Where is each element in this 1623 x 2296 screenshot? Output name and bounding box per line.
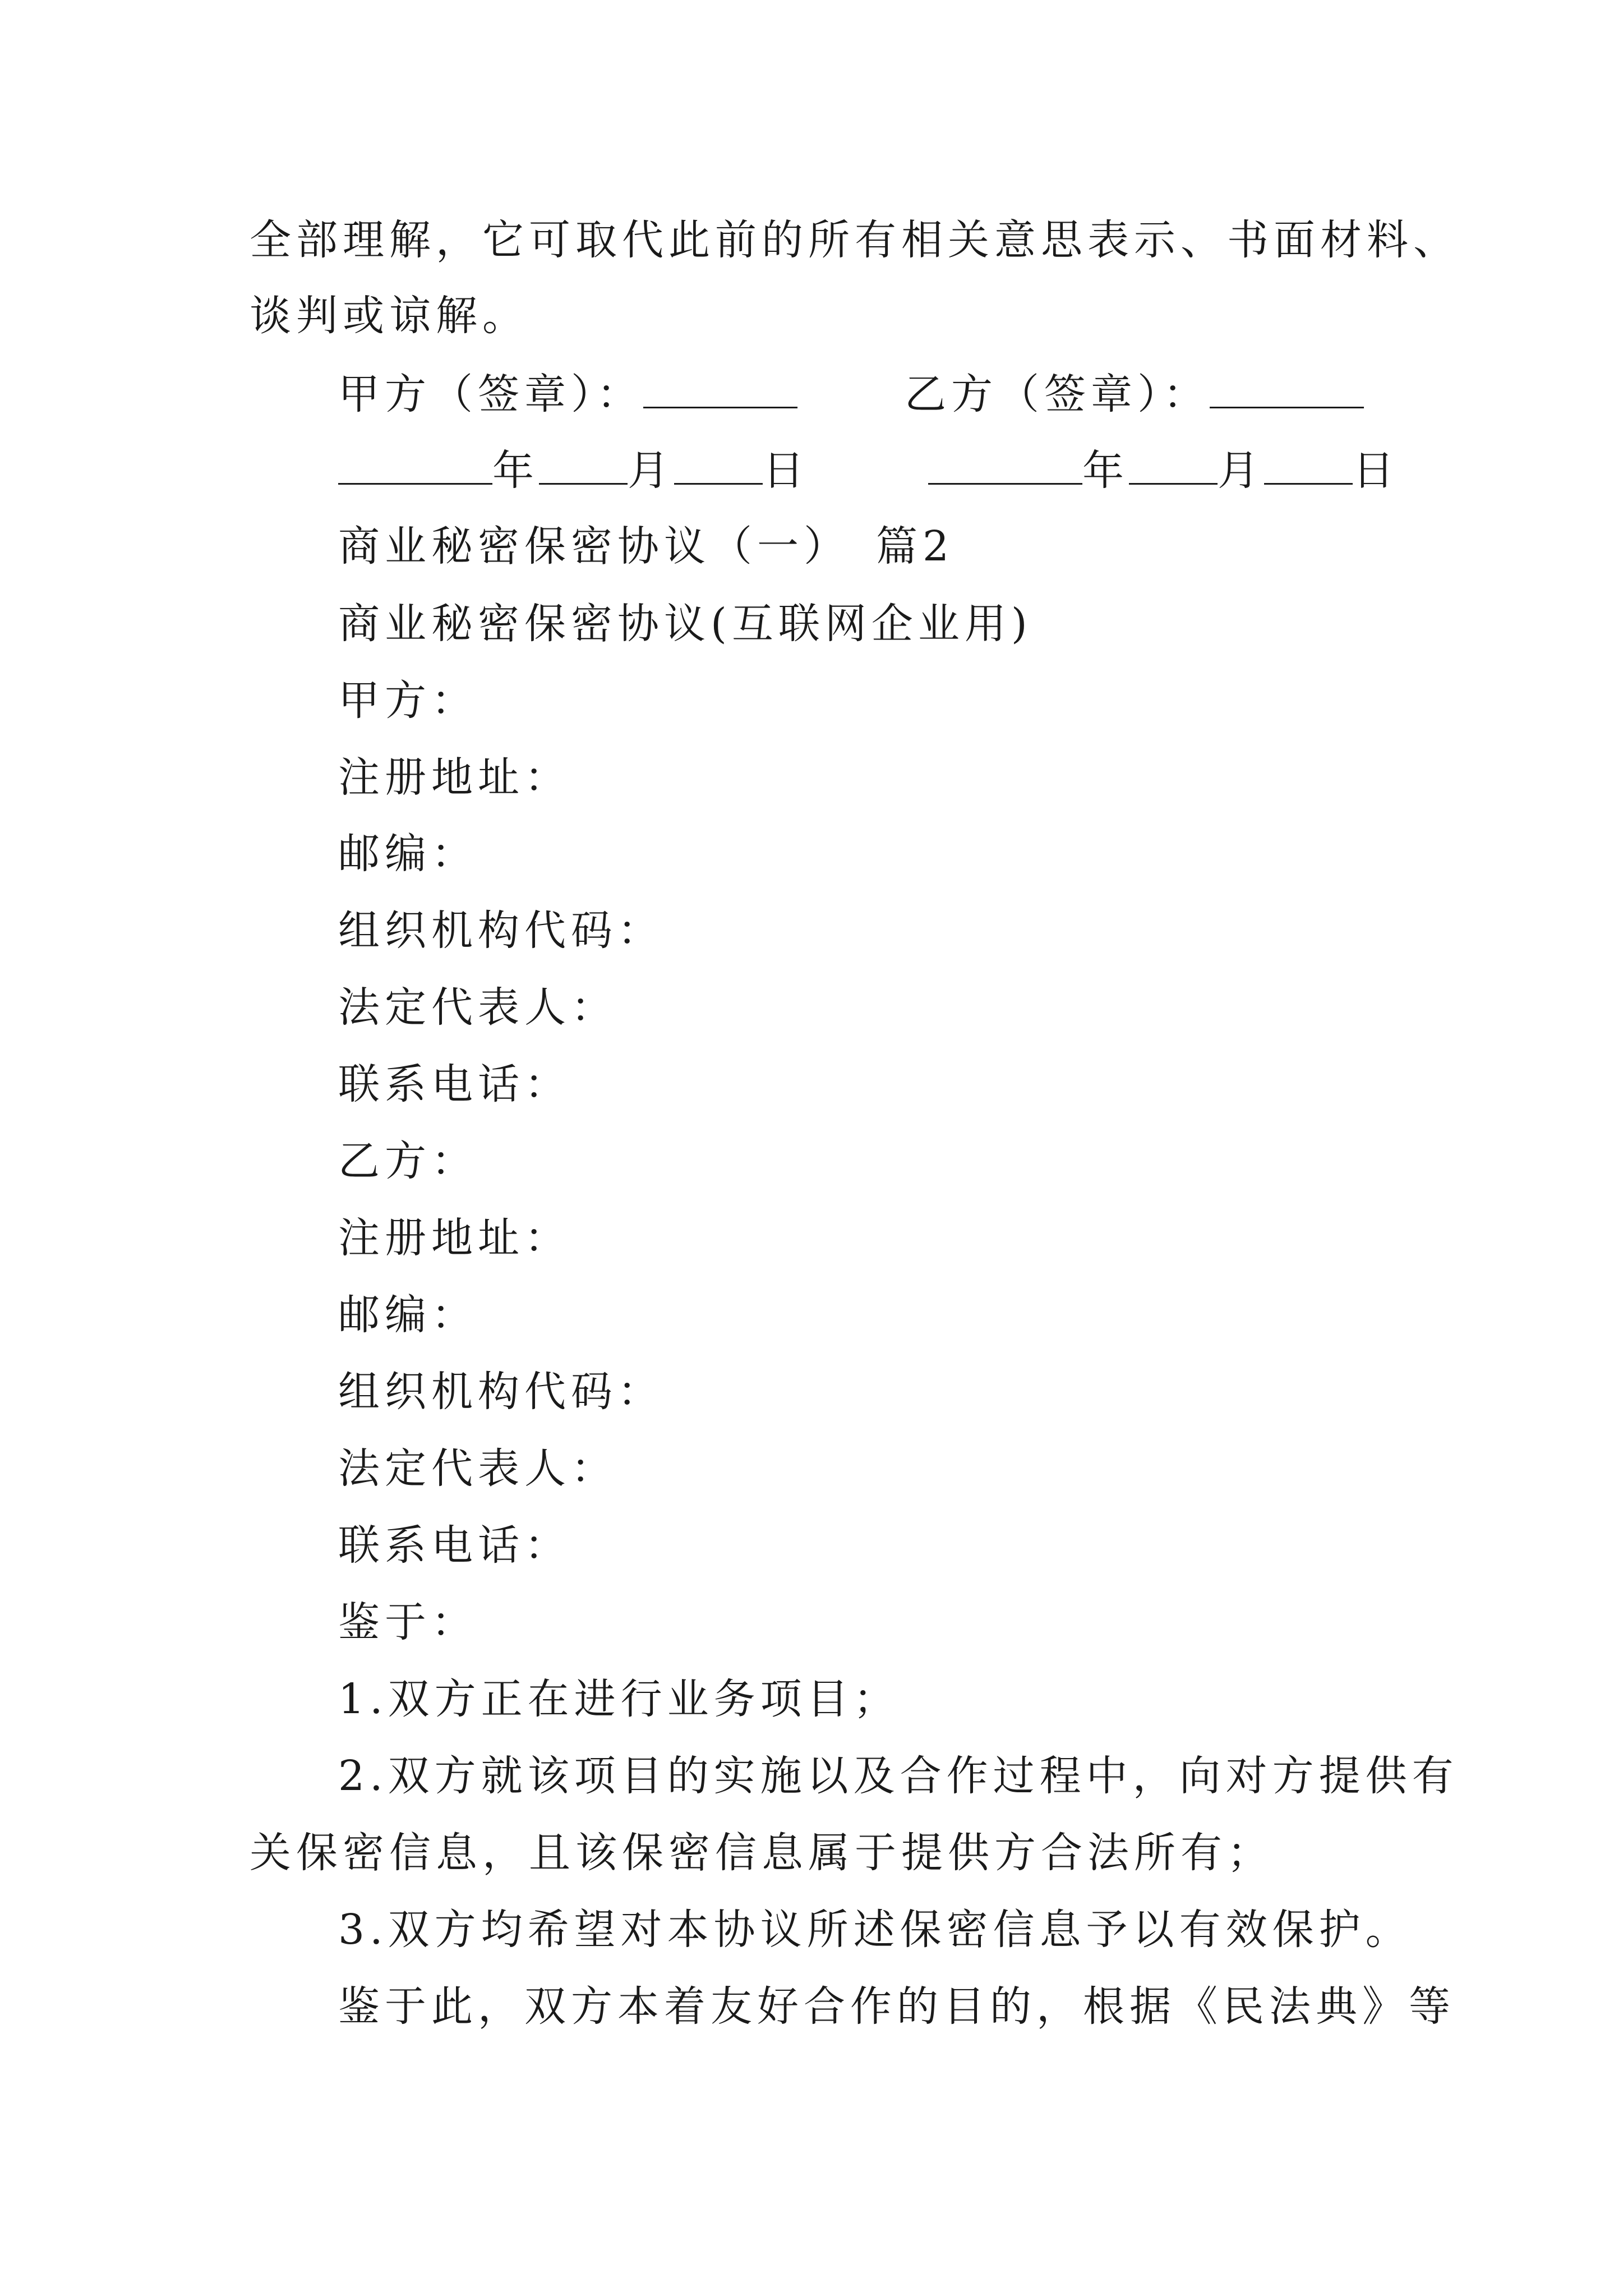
party-a-org-code: 组织机构代码：: [338, 907, 664, 955]
day-blank: [1264, 448, 1353, 485]
day-label: 日: [763, 447, 809, 495]
party-b-label: 乙方：: [338, 1137, 478, 1185]
party-a-date: [338, 447, 809, 495]
month-label: 月: [628, 447, 674, 495]
year-blank: [338, 448, 492, 485]
party-a-phone: 联系电话：: [338, 1060, 571, 1108]
party-b-postcode: 邮编：: [338, 1291, 478, 1339]
party-a-label: 甲方：: [338, 677, 478, 725]
party-b-org-code: 组织机构代码：: [338, 1368, 664, 1416]
agreement-title: 商业秘密保密协议(互联网企业用): [338, 600, 1032, 648]
whereas-label: 鉴于：: [338, 1598, 478, 1646]
whereas-item-3: 3.双方均希望对本协议所述保密信息予以有效保护。: [338, 1906, 1412, 1954]
month-label: 月: [1218, 447, 1264, 495]
day-label: 日: [1353, 447, 1399, 495]
day-blank: [674, 448, 763, 485]
party-a-address: 注册地址：: [338, 753, 571, 802]
party-b-phone: 联系电话：: [338, 1521, 571, 1570]
party-a-postcode: 邮编：: [338, 830, 478, 878]
party-b-signature-label: 乙方（签章）：: [905, 370, 1210, 418]
whereas-item-2: 2.双方就该项目的实施以及合作过程中，向对方提供有: [338, 1752, 1459, 1800]
month-blank: [1129, 448, 1218, 485]
party-b-legal-rep: 法定代表人：: [338, 1444, 617, 1493]
month-blank: [539, 448, 628, 485]
party-b-address: 注册地址：: [338, 1214, 571, 1262]
party-b-date: [928, 447, 1399, 495]
year-label: 年: [1082, 447, 1129, 495]
party-a-signature: [338, 370, 797, 418]
section-title: 商业秘密保密协议（一） 篇2: [338, 522, 955, 570]
year-blank: [928, 448, 1082, 485]
whereas-item-2-cont: 关保密信息，且该保密信息属于提供方合法所有；: [250, 1829, 1274, 1877]
year-label: 年: [492, 447, 539, 495]
party-a-legal-rep: 法定代表人：: [338, 983, 617, 1032]
body-text-line: 谈判或谅解。: [250, 292, 529, 340]
signature-blank: [1210, 372, 1364, 408]
signature-blank: [643, 372, 797, 408]
body-text-line: 全部理解，它可取代此前的所有相关意思表示、书面材料、: [250, 216, 1460, 264]
whereas-item-1: 1.双方正在进行业务项目；: [338, 1675, 900, 1723]
party-a-signature-label: 甲方（签章）：: [338, 370, 643, 418]
closing-paragraph: 鉴于此，双方本着友好合作的目的，根据《民法典》等: [338, 1982, 1455, 2031]
party-b-signature: [905, 370, 1364, 418]
